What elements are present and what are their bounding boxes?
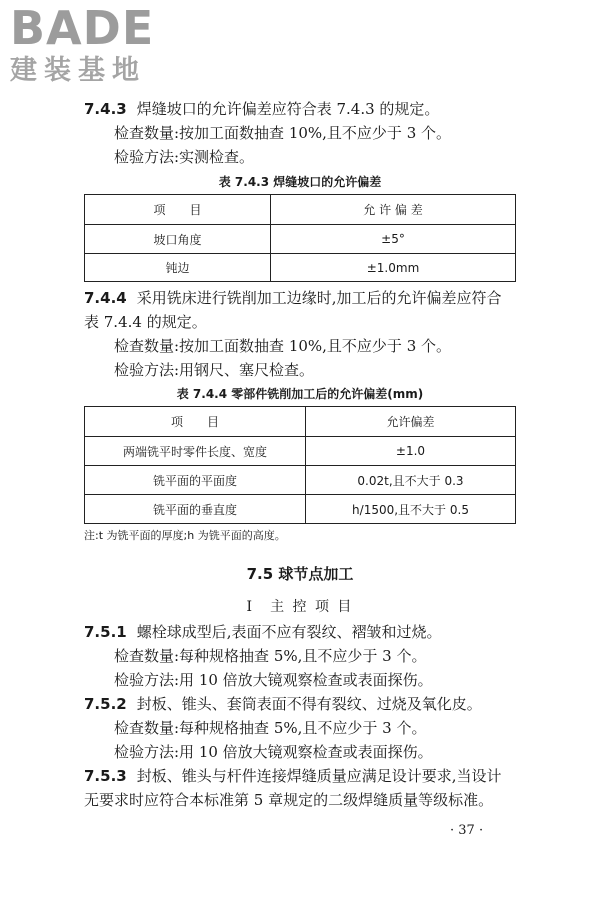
table-cell: h/1500,且不大于 0.5: [306, 495, 516, 524]
clause-text-cont: 表 7.4.4 的规定。: [84, 313, 207, 331]
clause-number: 7.4.4: [84, 289, 127, 307]
table-header: 项 目: [85, 407, 306, 437]
table-7-4-4: [84, 406, 516, 524]
check-quantity: 检查数量:每种规格抽查 5%,且不应少于 3 个。: [114, 719, 427, 737]
table-cell: ±5°: [271, 225, 516, 254]
table-cell: 坡口角度: [85, 225, 271, 254]
table-header: 允 许 偏 差: [271, 195, 516, 225]
clause-7-4-4: [84, 287, 502, 309]
clause-number: 7.5.2: [84, 695, 127, 713]
table-7-4-3: [84, 194, 516, 282]
logo-brand: BADE: [10, 1, 155, 55]
table-cell: 两端铣平时零件长度、宽度: [85, 437, 306, 466]
clause-7-5-1: [84, 621, 442, 643]
table-header: 项 目: [85, 195, 271, 225]
subsection-title: Ⅰ 主 控 项 目: [246, 599, 354, 615]
table-caption: 表 7.4.4 零部件铣削加工后的允许偏差(mm): [176, 387, 424, 401]
clause-text: 螺栓球成型后,表面不应有裂纹、褶皱和过烧。: [136, 623, 442, 641]
logo: [10, 1, 180, 86]
table-caption: 表 7.4.3 焊缝坡口的允许偏差: [218, 175, 382, 189]
check-quantity: 检查数量:每种规格抽查 5%,且不应少于 3 个。: [114, 647, 427, 665]
table-cell: 0.02t,且不大于 0.3: [306, 466, 516, 495]
check-method: 检验方法:实测检查。: [114, 148, 255, 166]
check-quantity: 检查数量:按加工面数抽查 10%,且不应少于 3 个。: [114, 124, 452, 142]
check-method: 检验方法:用 10 倍放大镜观察检查或表面探伤。: [114, 743, 433, 761]
clause-text: 封板、锥头与杆件连接焊缝质量应满足设计要求,当设计: [136, 767, 502, 785]
table-cell: ±1.0: [306, 437, 516, 466]
clause-text-cont: 无要求时应符合本标准第 5 章规定的二级焊缝质量等级标准。: [84, 791, 494, 809]
table-header: 允许偏差: [306, 407, 516, 437]
table-cell: 铣平面的平面度: [85, 466, 306, 495]
clause-text: 采用铣床进行铣削加工边缘时,加工后的允许偏差应符合: [136, 289, 502, 307]
clause-7-4-3: [84, 98, 439, 120]
page-number: · 37 ·: [450, 823, 484, 838]
clause-number: 7.5.1: [84, 623, 127, 641]
table-cell: ±1.0mm: [271, 254, 516, 282]
clause-number: 7.4.3: [84, 100, 127, 118]
check-quantity: 检查数量:按加工面数抽查 10%,且不应少于 3 个。: [114, 337, 452, 355]
logo-subtitle: 建装基地: [10, 55, 146, 86]
check-method: 检验方法:用 10 倍放大镜观察检查或表面探伤。: [114, 671, 433, 689]
table-note: 注:t 为铣平面的厚度;h 为铣平面的高度。: [84, 529, 286, 542]
clause-text: 焊缝坡口的允许偏差应符合表 7.4.3 的规定。: [136, 100, 440, 118]
clause-7-5-3: [84, 765, 502, 787]
clause-number: 7.5.3: [84, 767, 127, 785]
clause-7-5-2: [84, 693, 482, 715]
check-method: 检验方法:用钢尺、塞尺检查。: [114, 361, 315, 379]
table-cell: 铣平面的垂直度: [85, 495, 306, 524]
table-cell: 钝边: [85, 254, 271, 282]
clause-text: 封板、锥头、套筒表面不得有裂纹、过烧及氧化皮。: [136, 695, 482, 713]
section-title: 7.5 球节点加工: [246, 565, 354, 583]
